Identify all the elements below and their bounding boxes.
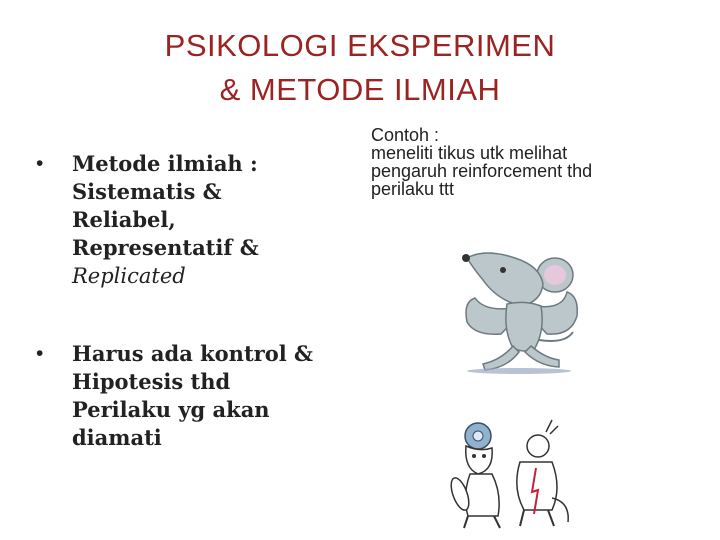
slide-title bbox=[60, 24, 660, 112]
doctor-mouse-illustration bbox=[440, 418, 580, 536]
mouse-body bbox=[462, 253, 577, 370]
title-line-1: PSIKOLOGI EKSPERIMEN bbox=[164, 28, 556, 63]
bullet-marker: • bbox=[36, 152, 44, 175]
bullet-line: Metode ilmiah : bbox=[72, 151, 258, 176]
example-line: perilaku ttt bbox=[371, 179, 455, 199]
title-line-2: & METODE ILMIAH bbox=[219, 72, 501, 107]
ground-shadow bbox=[467, 368, 571, 374]
bullet-line: Harus ada kontrol & bbox=[72, 341, 313, 366]
bullet-marker: • bbox=[36, 342, 44, 365]
bullet-line: Hipotesis thd bbox=[72, 369, 231, 394]
bullet-item-metode-ilmiah bbox=[36, 150, 366, 290]
bullet-line: Sistematis & bbox=[72, 179, 222, 204]
bullet-line: Reliabel, bbox=[72, 207, 176, 232]
doctor-mouse-left bbox=[448, 423, 500, 528]
muscular-mouse-illustration bbox=[455, 240, 585, 375]
bullet-line: diamati bbox=[72, 425, 162, 450]
bullet-item-kontrol-hipotesis bbox=[36, 340, 366, 452]
bullet-line-italic: Replicated bbox=[72, 264, 186, 288]
example-line: pengaruh reinforcement thd bbox=[371, 161, 593, 181]
example-line: Contoh : bbox=[371, 125, 440, 145]
bullet-line: Representatif & bbox=[72, 235, 259, 260]
example-line: meneliti tikus utk melihat bbox=[371, 143, 568, 163]
bullet-line: Perilaku yg akan bbox=[72, 397, 270, 422]
bullet-list bbox=[36, 150, 366, 452]
example-text bbox=[371, 126, 691, 198]
doctor-mouse-right bbox=[517, 420, 568, 526]
